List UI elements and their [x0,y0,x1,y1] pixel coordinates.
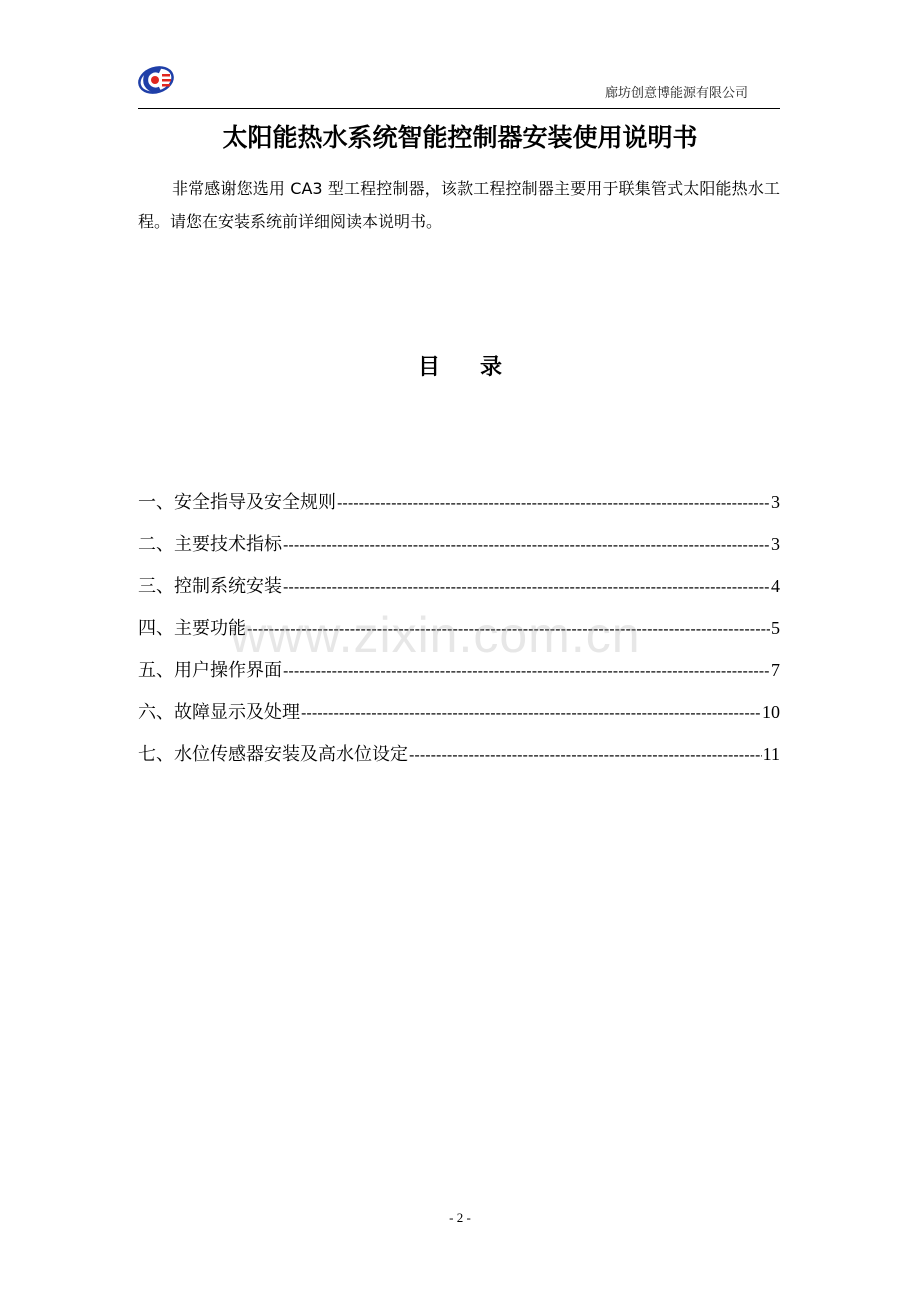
toc-entry[interactable] [138,530,780,572]
toc-entry[interactable] [138,488,780,530]
page-number: - 2 - [449,1210,471,1225]
toc-entry-page: 3 [771,534,780,554]
toc-entry-page: 5 [771,618,780,638]
toc-entry-label: 一、安全指导及安全规则 [138,492,336,513]
company-name: 廊坊创意博能源有限公司 [604,86,748,101]
intro-paragraph: 非常感谢您选用 CA3 型工程控制器，该款工程控制器主要用于联集管式太阳能热水工程。请您在安装系统前详细阅读本说明书。 [138,179,780,231]
toc-entry[interactable] [138,698,780,740]
toc-entry-label: 六、故障显示及处理 [138,702,300,723]
header-divider [138,108,780,109]
toc-leader-dots [337,493,770,512]
toc-entry-page: 10 [762,702,780,722]
toc-leader-dots [409,745,762,764]
toc-leader-dots [283,535,770,554]
toc-entry-label: 二、主要技术指标 [138,534,282,555]
toc-leader-dots [283,577,770,596]
toc-entry-page: 7 [771,660,780,680]
watermark: www.zixin.com.cn [230,607,641,663]
toc-entry-page: 3 [771,492,780,512]
toc-leader-dots [301,703,761,722]
toc-entry-page: 4 [771,576,780,596]
company-logo-icon [136,62,176,98]
toc-entry-label: 七、水位传感器安装及高水位设定 [138,744,408,765]
toc-entry-label: 四、主要功能 [138,618,246,639]
document-title: 太阳能热水系统智能控制器安装使用说明书 [222,123,698,152]
toc-heading: 目录 [417,355,542,380]
toc-entry-label: 五、用户操作界面 [138,660,282,681]
toc-entry-page: 11 [762,744,780,764]
toc-entry-label: 三、控制系统安装 [138,576,282,597]
toc-entry[interactable] [138,740,780,782]
